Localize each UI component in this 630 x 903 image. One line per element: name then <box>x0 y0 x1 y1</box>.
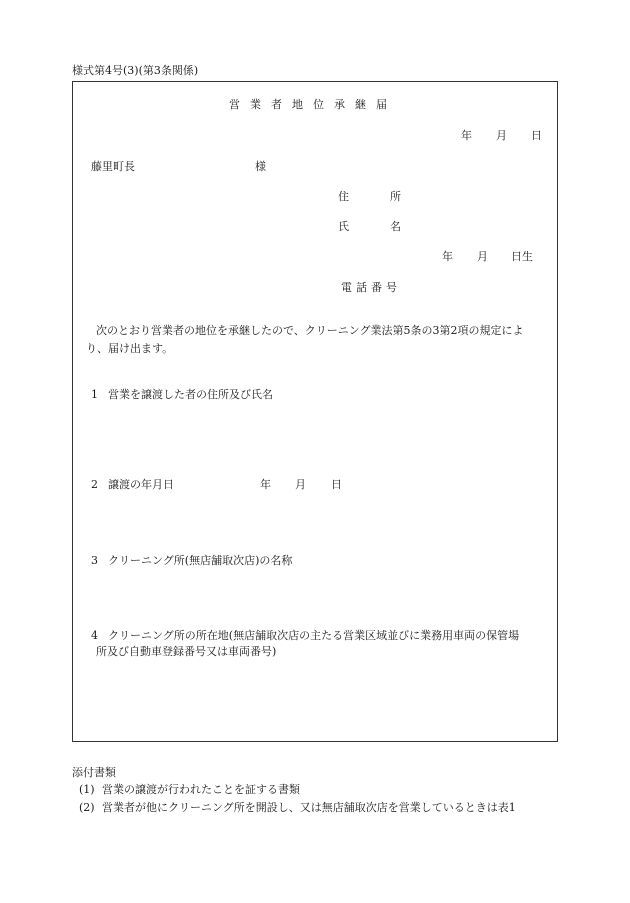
name-label-b: 名 <box>390 220 401 233</box>
item-number: 3 <box>91 554 98 567</box>
birth-year: 年 <box>442 250 453 263</box>
date-year: 年 <box>461 129 472 142</box>
attachments-heading: 添付書類 <box>72 766 116 779</box>
item-label: 営業を譲渡した者の住所及び氏名 <box>108 388 273 401</box>
birth-day: 日生 <box>511 250 533 263</box>
body-text-line2: り、届け出ます。 <box>86 342 174 355</box>
body-text-line1: 次のとおり営業者の地位を承継したので、クリーニング業法第5条の3第2項の規定によ <box>96 324 524 337</box>
item-number: 4 <box>91 629 98 642</box>
attachment-text: 営業者が他にクリーニング所を開設し、又は無店舗取次店を営業しているときは表1 <box>102 801 516 814</box>
form-number: 様式第4号(3)(第3条関係) <box>72 64 199 77</box>
attachment-number: (1) <box>79 783 95 796</box>
item-label-line1: クリーニング所の所在地(無店舗取次店の主たる営業区域並びに業務用車両の保管場 <box>108 629 520 642</box>
form-title: 営業者地位承継届 <box>229 98 397 111</box>
item-label: 譲渡の年月日 <box>108 478 174 491</box>
transfer-day: 日 <box>331 478 342 491</box>
transfer-month: 月 <box>295 478 306 491</box>
phone-label: 電話番号 <box>341 281 401 294</box>
birth-month: 月 <box>477 250 488 263</box>
item-label: クリーニング所(無店舗取次店)の名称 <box>108 554 293 567</box>
attachment-text: 営業の譲渡が行われたことを証する書類 <box>102 783 300 796</box>
address-label-a: 住 <box>338 190 349 203</box>
form-box <box>72 81 558 742</box>
date-day: 日 <box>531 129 542 142</box>
item-label-line2: 所及び自動車登録番号又は車両番号) <box>96 645 277 658</box>
item-number: 2 <box>91 478 98 491</box>
item-number: 1 <box>91 388 98 401</box>
attachment-number: (2) <box>79 801 95 814</box>
date-month: 月 <box>496 129 507 142</box>
addressee-name: 藤里町長 <box>91 160 135 173</box>
name-label-a: 氏 <box>338 220 349 233</box>
transfer-year: 年 <box>260 478 271 491</box>
address-label-b: 所 <box>390 190 401 203</box>
addressee-honorific: 様 <box>255 160 266 173</box>
